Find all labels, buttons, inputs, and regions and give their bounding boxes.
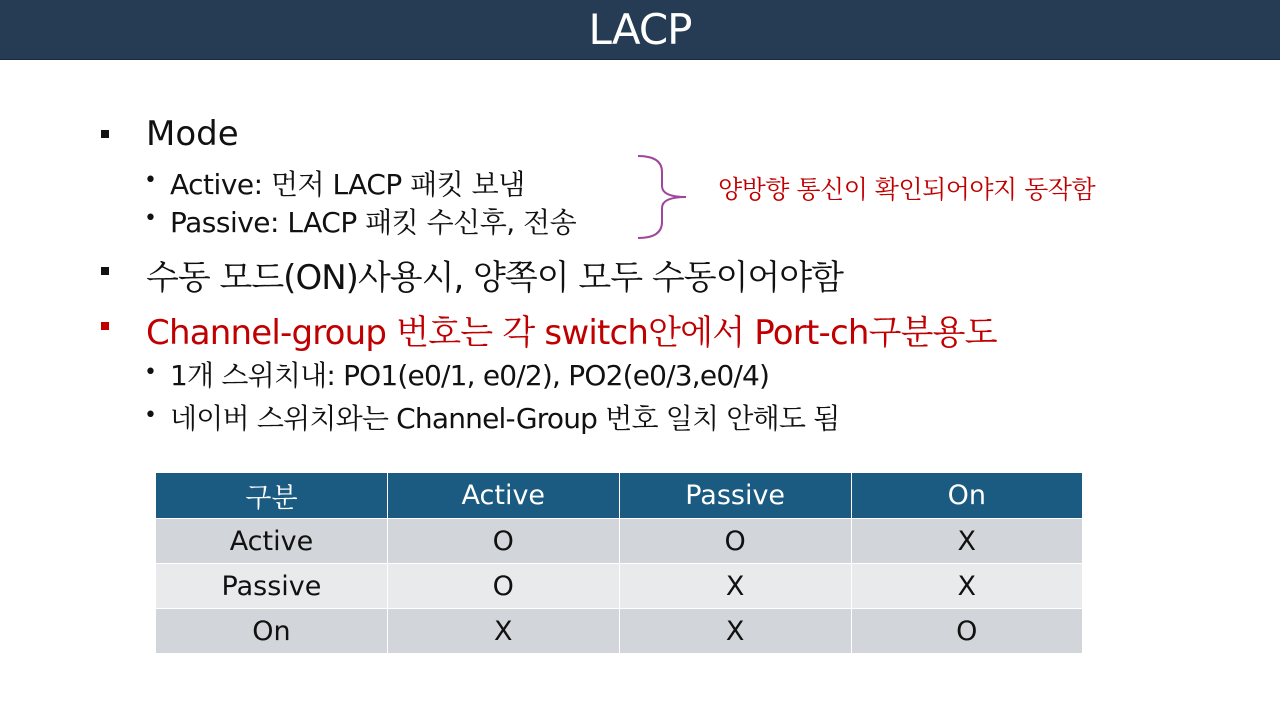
table-cell: O [851,609,1082,654]
bullet-neighbor: 네이버 스위치와는 Channel-Group 번호 일치 안해도 됨 [170,402,840,435]
bullet-square [101,267,109,275]
mode-compatibility-table [155,472,1083,654]
table-cell: X [851,519,1082,564]
table-cell: O [619,519,851,564]
table-cell: Passive [156,564,388,609]
table-cell: O [387,519,619,564]
bullet-square [101,130,109,138]
header-cell: On [851,473,1082,519]
table-cell: Active [156,519,388,564]
table-header-row [156,473,1083,519]
bullet-active: Active: 먼저 LACP 패킷 보냄 [170,168,525,201]
table-cell: X [619,564,851,609]
table-cell: X [387,609,619,654]
slide-title: LACP [588,4,692,54]
header-cell: Passive [619,473,851,519]
table-cell: O [387,564,619,609]
table-row [156,519,1083,564]
bullet-mode: Mode [146,114,239,154]
bidirectional-note: 양방향 통신이 확인되어야지 동작함 [718,175,1096,204]
bullet-per-switch: 1개 스위치내: PO1(e0/1, e0/2), PO2(e0/3,e0/4) [170,359,770,392]
bullet-dot: • [144,168,157,193]
table-cell: X [619,609,851,654]
table-cell: X [851,564,1082,609]
table-row [156,564,1083,609]
bullet-dot: • [144,206,157,231]
bullet-dot: • [144,403,157,428]
table-cell: On [156,609,388,654]
bullet-manual-mode: 수동 모드(ON)사용시, 양쪽이 모두 수동이어야함 [146,258,843,298]
bullet-square [101,322,109,330]
bullet-dot: • [144,360,157,385]
curly-brace-icon [636,152,696,242]
title-bar [0,0,1280,60]
bullet-channel-group: Channel-group 번호는 각 switch안에서 Port-ch구분용도 [146,313,997,353]
header-cell: Active [387,473,619,519]
table-row [156,609,1083,654]
header-cell: 구분 [156,473,388,519]
bullet-passive: Passive: LACP 패킷 수신후, 전송 [170,206,577,239]
